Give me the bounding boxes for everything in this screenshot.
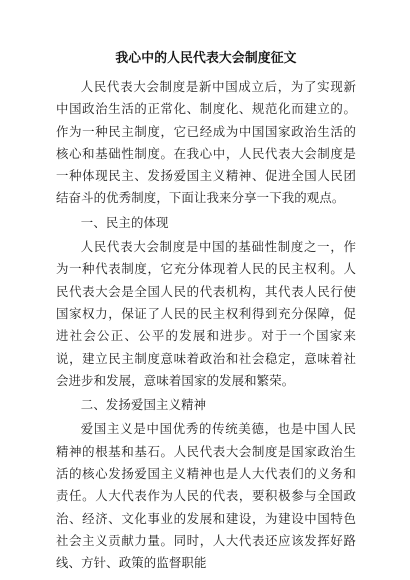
- paragraph-patriotism: 爱国主义是中国优秀的传统美德，也是中国人民精神的根基和基石。人民代表大会制度是国家政治生活的核心发扬爱国主义精神也是人大代表们的义务和责任。人大代表作为人民的代表，要积极参与全国政治、经济、文化事业的发展和建设，为建设中国特色社会主义贡献力量。同时，人大代表还应该发挥好路线、方针、政策的监督职能: [56, 421, 356, 571]
- section-heading-patriotism: 二、发扬爱国主义精神: [80, 397, 207, 413]
- document-content: [56, 50, 356, 575]
- paragraph-democracy: 人民代表大会制度是中国的基础性制度之一，作为一种代表制度，它充分体现着人民的民主权利。人民代表大会是全国人民的代表机构，其代表人民行使国家权力，保证了人民的民主权利得到充分保障，促进社会公正、公平的发展和进步。对于一个国家来说，建立民主制度意味着政治和社会稳定，意味着社会进步和发展，意味着国家的发展和繁荣。: [56, 239, 356, 388]
- section-heading-democracy: 一、民主的体现: [80, 214, 169, 230]
- paragraph-intro: 人民代表大会制度是新中国成立后，为了实现新中国政治生活的正常化、制度化、规范化而建立的。作为一种民主制度，它已经成为中国国家政治生活的核心和基础性制度。在我心中，人民代表大会制度是一种体现民主、发扬爱国主义精神、促进全国人民团结奋斗的优秀制度，下面让我来分享一下我的观点。: [56, 79, 356, 206]
- document-title: 我心中的人民代表大会制度征文: [115, 51, 297, 66]
